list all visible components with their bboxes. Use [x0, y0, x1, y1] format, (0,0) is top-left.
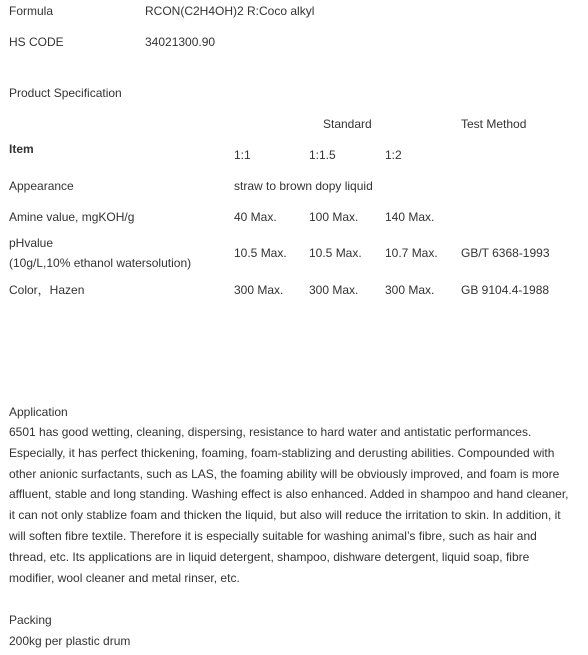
hs-code-label: HS CODE: [9, 35, 64, 49]
ratio-3: 1:2: [385, 148, 402, 162]
row-amine-v3: 140 Max.: [385, 210, 435, 224]
row-appearance-value: straw to brown dopy liquid: [234, 179, 373, 193]
row-ph-item-line2: (10g/L,10% ethanol watersolution): [9, 256, 192, 270]
row-color-method: GB 9104.4-1988: [461, 283, 550, 297]
row-color-v1: 300 Max.: [234, 283, 284, 297]
hs-code-value: 34021300.90: [145, 35, 216, 49]
ratio-1: 1:1: [234, 148, 251, 162]
row-ph-method: GB/T 6368-1993: [461, 246, 550, 260]
row-ph-v3: 10.7 Max.: [385, 246, 438, 260]
row-ph-v1: 10.5 Max.: [234, 246, 287, 260]
row-amine-v2: 100 Max.: [309, 210, 359, 224]
row-ph-v2: 10.5 Max.: [309, 246, 362, 260]
row-color-v2: 300 Max.: [309, 283, 359, 297]
row-ph-item-line1: pHvalue: [9, 236, 54, 250]
standard-header: Standard: [323, 117, 372, 131]
row-amine-item: Amine value, mgKOH/g: [9, 210, 135, 224]
ratio-2: 1:1.5: [309, 148, 336, 162]
row-color-v3: 300 Max.: [385, 283, 435, 297]
formula-value: RCON(C2H4OH)2 R:Coco alkyl: [145, 4, 315, 18]
packing-heading: Packing: [9, 613, 52, 627]
formula-label: Formula: [9, 4, 54, 18]
row-color-item: Color，Hazen: [9, 283, 85, 297]
row-appearance-item: Appearance: [9, 179, 74, 193]
item-header: Item: [9, 142, 34, 156]
row-amine-v1: 40 Max.: [234, 210, 277, 224]
application-heading: Application: [9, 405, 68, 419]
test-method-header: Test Method: [461, 117, 527, 131]
spec-heading: Product Specification: [9, 86, 122, 100]
application-text: 6501 has good wetting, cleaning, dispersing, resistance to hard water and antistatic performances. Especially, it has perfect thickening, foaming, foam-stablizing and derusting abilities. Compounded with other anionic surfactants, such as LAS, the foaming ability will be obviously improved, and foam is more affluent, stable and long standing. Washing effect is also enhanced. Added in shampoo and hand cleaner, it can not only stablize foam and thicken the liquid, but also will reduce the irritation to skin. In addition, it will soften fibre textile. Therefore it is especially suitable for washing animal’s fibre, such as hair and thread, etc. Its applications are in liquid detergent, shampoo, dishware detergent, liquid soap, fibre modifier, wool cleaner and metal rinser, etc.: [9, 425, 569, 585]
packing-text: 200kg per plastic drum: [9, 634, 131, 648]
